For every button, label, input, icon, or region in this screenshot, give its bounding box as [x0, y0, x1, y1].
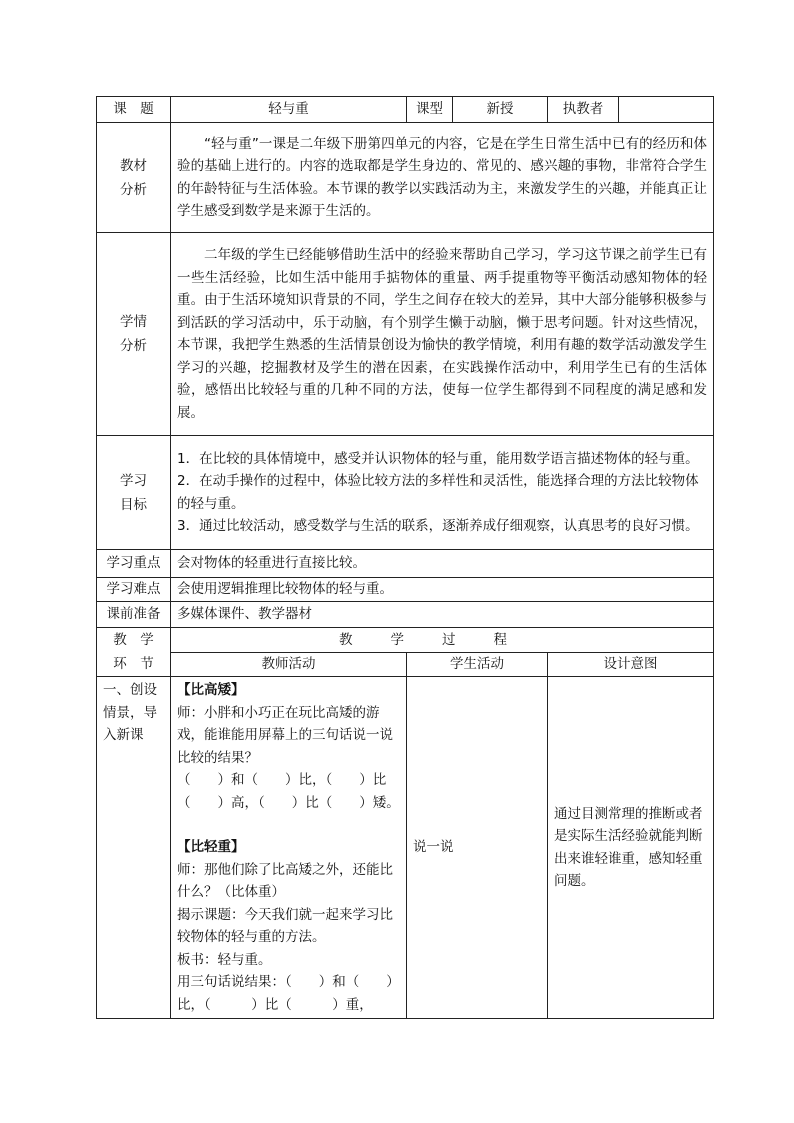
process-title-row	[97, 628, 714, 653]
student-activity-header: 学生活动	[407, 652, 548, 677]
lesson-plan-table	[96, 96, 714, 1019]
course-title: 轻与重	[171, 97, 407, 123]
goals-label	[97, 436, 171, 550]
key-points-row	[97, 550, 714, 578]
goal-item: 2．在动手操作的过程中，体验比较方法的多样性和灵活性，能选择合理的方法比较物体的轻与重。	[177, 473, 699, 512]
teacher-paragraph: 用三句话说结果：（ ）和（ ）比，（ ）比（ ）重，	[177, 974, 400, 1013]
material-analysis-row	[97, 123, 714, 233]
teacher-label: 执教者	[548, 97, 619, 123]
material-analysis-text: “轻与重”一课是二年级下册第四单元的内容，它是在学生日常生活中已有的经历和体验的基础上进行的。内容的选取都是学生身边的、常见的、感兴趣的事物，非常符合学生的年龄特征与生活体验。本节课的教学以实践活动为主，来激发学生的兴趣，并能真正让学生感受到数学是来源于生活的。	[171, 123, 714, 233]
key-points-text: 会对物体的轻重进行直接比较。	[171, 550, 714, 578]
process-title-text: 教学过程	[339, 631, 545, 648]
process-row-intro	[97, 677, 714, 1019]
design-intent-header: 设计意图	[548, 652, 714, 677]
stage-label-line2: 环 节	[113, 656, 154, 672]
teacher-value	[619, 97, 714, 123]
student-activity-cell: 说一说	[407, 677, 548, 1019]
key-points-label: 学习重点	[97, 550, 171, 578]
section-heading-height: 【比高矮】	[177, 682, 245, 698]
header-row	[97, 97, 714, 123]
teacher-paragraph: 师：那他们除了比高矮之外，还能比什么？（比体重）	[177, 861, 393, 900]
type-label: 课型	[407, 97, 453, 123]
student-analysis-text: 二年级的学生已经能够借助生活中的经验来帮助自己学习，学习这节课之前学生已有一些生活经验，比如生活中能用手掂物体的重量、两手提重物等平衡活动感知物体的轻重。由于生活环境知识背景的不同，学生之间存在较大的差异，其中大部分能够积极参与到活跃的学习活动中，乐于动脑，有个别学生懒于动脑，懒于思考问题。针对这些情况，本节课，我把学生熟悉的生活情景创设为愉快的教学情境，利用有趣的数学活动激发学生学习的兴趣，挖掘教材及学生的潜在因素，在实践操作活动中，利用学生已有的生活体验，感悟出比较轻与重的几种不同的方法，使每一位学生都得到不同程度的满足感和发展。	[171, 233, 714, 436]
section-heading-weight: 【比轻重】	[177, 839, 245, 855]
student-analysis-label	[97, 233, 171, 436]
type-value: 新授	[453, 97, 548, 123]
course-label: 课 题	[97, 97, 171, 123]
process-title	[171, 628, 714, 653]
stage-intro: 一、创设情景，导入新课	[97, 677, 171, 1019]
preparation-text: 多媒体课件、教学器材	[171, 602, 714, 628]
teacher-paragraph: （ ）和（ ）比，（ ）比（ ）高，（ ）比（ ）矮。	[177, 772, 400, 811]
stage-label-line1: 教 学	[113, 632, 154, 648]
teacher-paragraph: 揭示课题：今天我们就一起来学习比较物体的轻与重的方法。	[177, 906, 393, 945]
preparation-label: 课前准备	[97, 602, 171, 628]
student-label-line1: 学情	[120, 314, 147, 330]
difficulties-label: 学习难点	[97, 578, 171, 602]
goal-item: 1．在比较的具体情境中，感受并认识物体的轻与重，能用数学语言描述物体的轻与重。	[177, 450, 699, 467]
design-intent-cell: 通过目测常理的推断或者是实际生活经验就能判断出来谁轻谁重，感知轻重问题。	[548, 677, 714, 1019]
teacher-paragraph: 师：小胖和小巧正在玩比高矮的游戏，能谁能用屏幕上的三句话说一说比较的结果？	[177, 704, 393, 766]
student-label-line2: 分析	[120, 338, 147, 354]
goals-label-line2: 目标	[120, 496, 147, 513]
material-analysis-label	[97, 123, 171, 233]
teacher-activity-cell	[171, 677, 407, 1019]
preparation-row	[97, 602, 714, 628]
goals-label-line1: 学习	[120, 472, 147, 489]
process-column-headers	[97, 652, 714, 677]
student-analysis-row	[97, 233, 714, 436]
difficulties-row	[97, 578, 714, 602]
goal-item: 3．通过比较活动，感受数学与生活的联系，逐渐养成仔细观察，认真思考的良好习惯。	[177, 518, 699, 534]
difficulties-text: 会使用逻辑推理比较物体的轻与重。	[171, 578, 714, 602]
teacher-activity-header: 教师活动	[171, 652, 407, 677]
material-label-line2: 分析	[120, 181, 147, 198]
spacer	[177, 814, 400, 836]
goals-list	[171, 436, 714, 550]
stage-label	[97, 628, 171, 677]
teacher-paragraph: 板书：轻与重。	[177, 951, 272, 968]
material-label-line1: 教材	[120, 157, 147, 174]
goals-row	[97, 436, 714, 550]
